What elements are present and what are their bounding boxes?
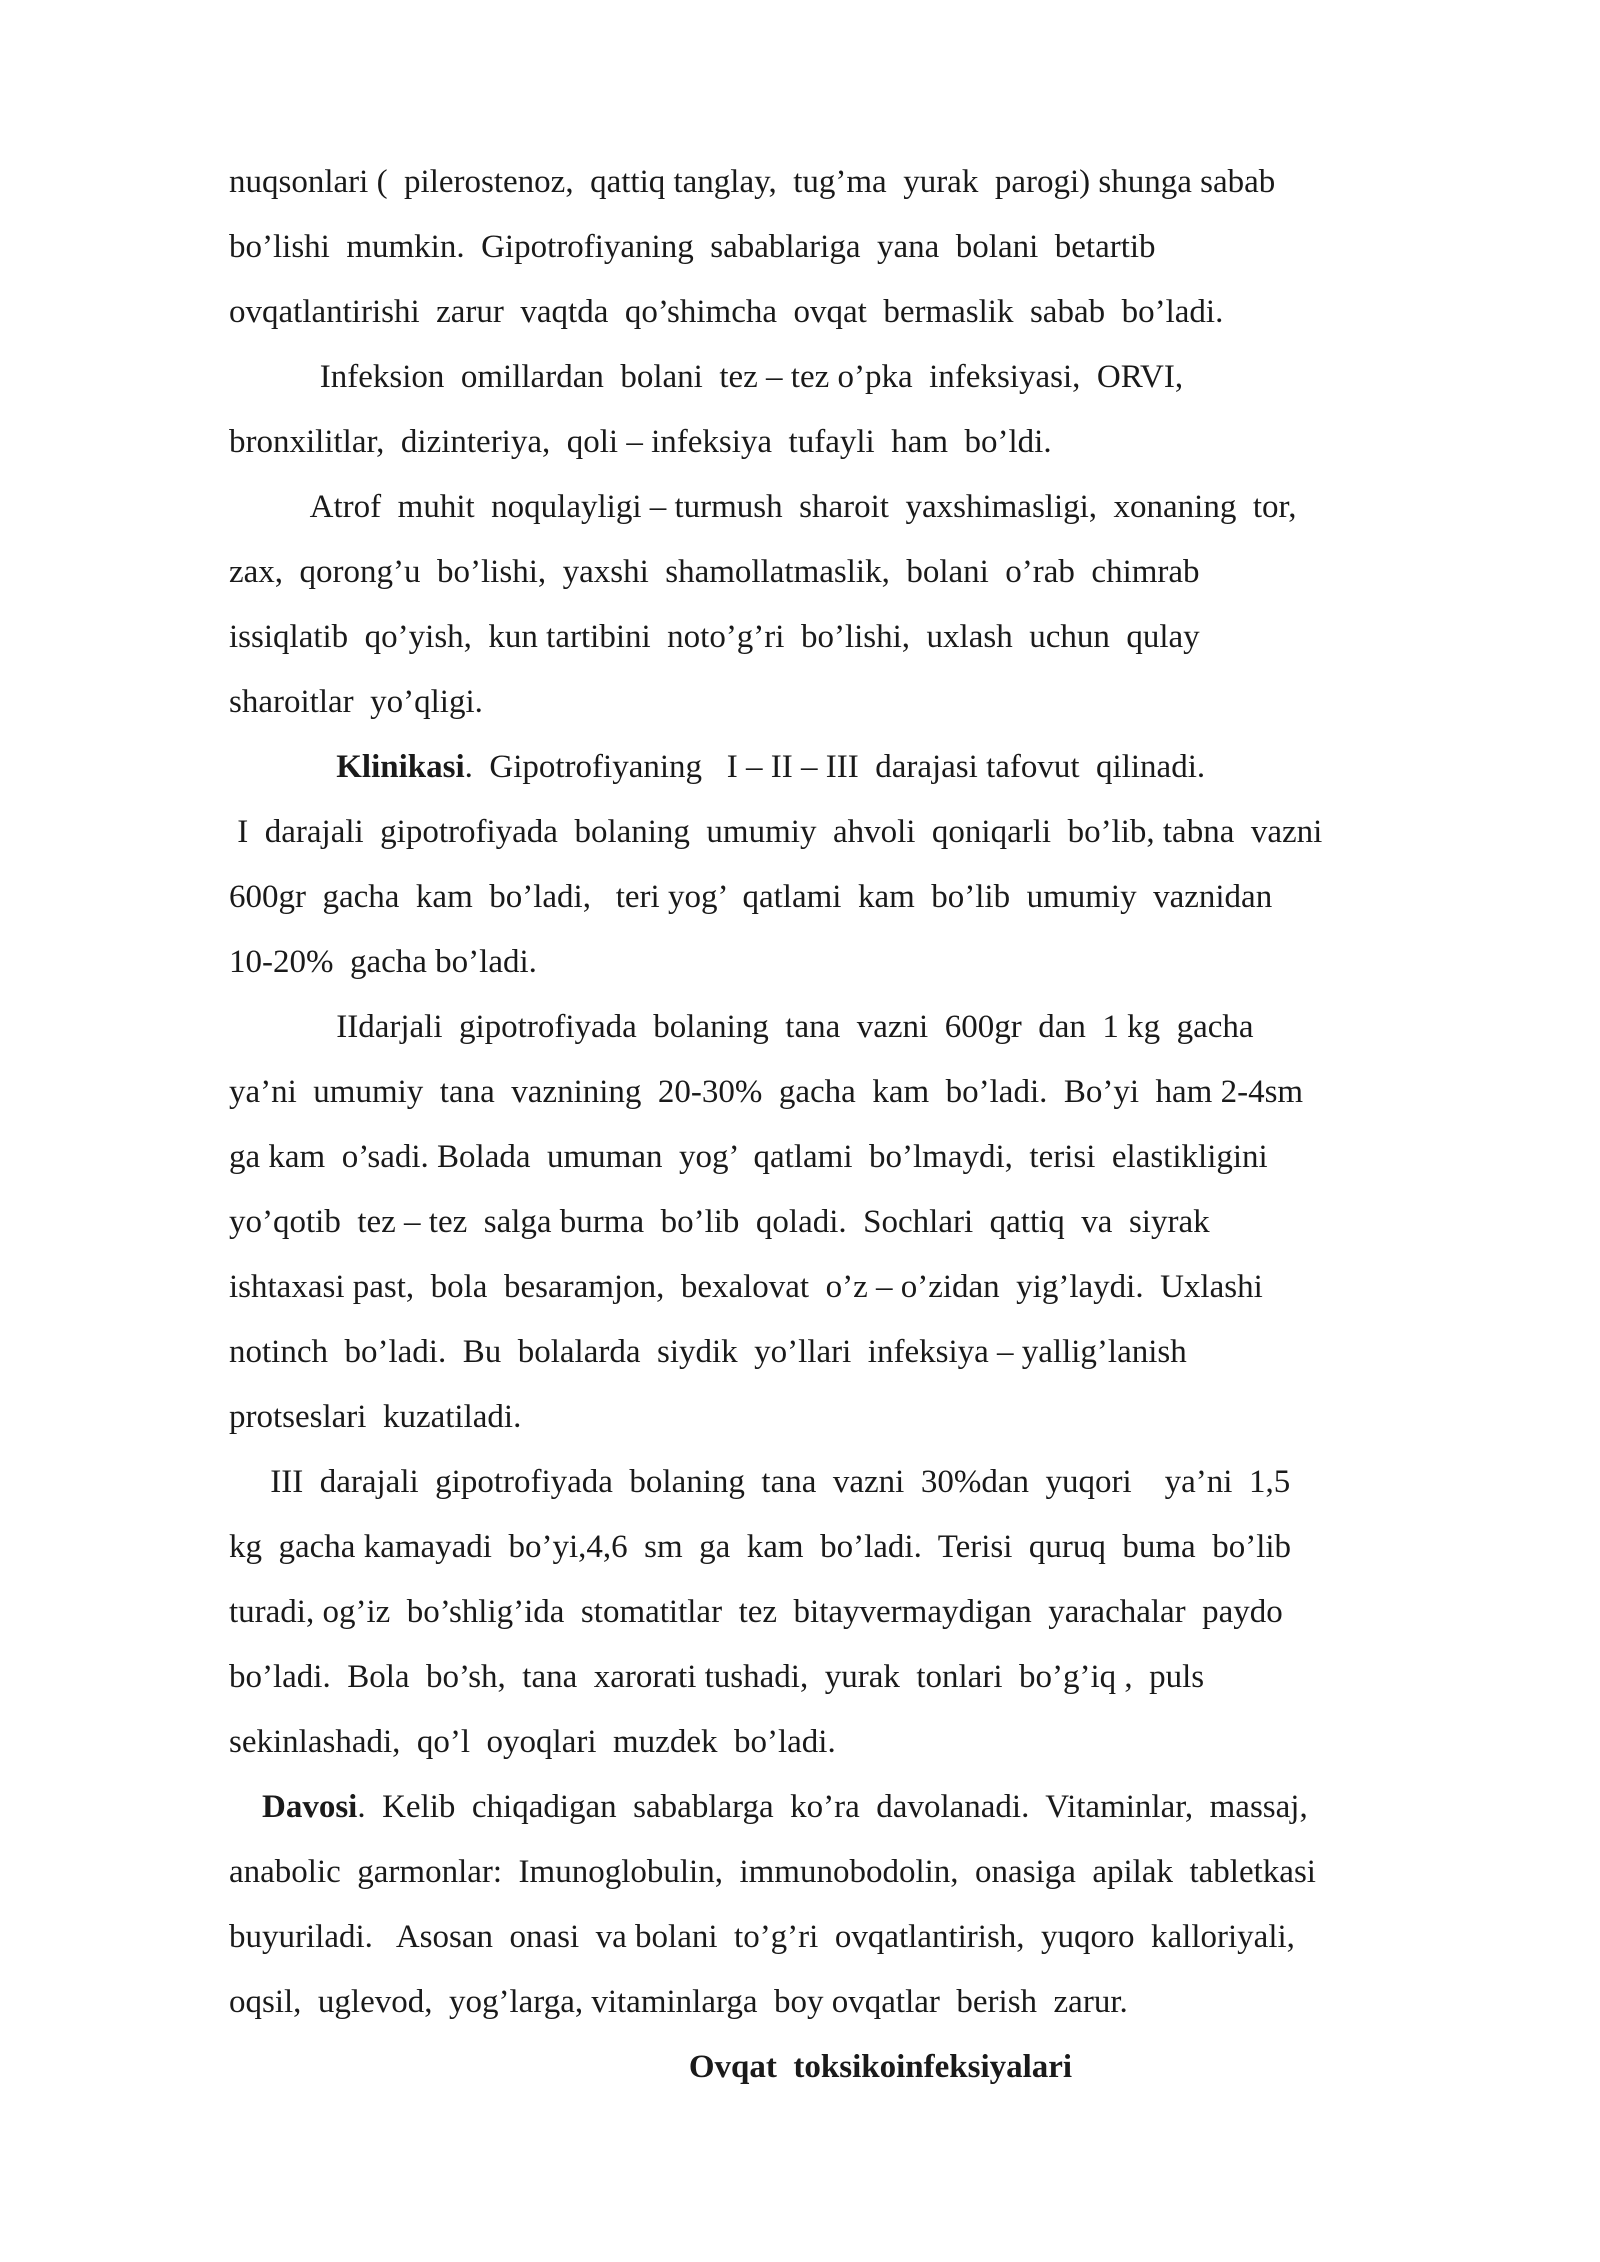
text-line: III darajali gipotrofiyada bolaning tana vazni 30%dan yuqori ya’ni 1,5 — [229, 1464, 1291, 1500]
text-line: turadi, og’iz bo’shlig’ida stomatitlar tez bitayvermaydigan yarachalar paydo — [229, 1594, 1283, 1630]
davosi-text: . Kelib chiqadigan sabablarga ko’ra davolanadi. Vitaminlar, massaj, — [357, 1789, 1308, 1825]
text-line: kg gacha kamayadi bo’yi,4,6 sm ga kam bo’ladi. Terisi quruq buma bo’lib — [229, 1529, 1292, 1565]
text-line: 10-20% gacha bo’ladi. — [229, 944, 537, 980]
klinikasi-text: . Gipotrofiyaning I – II – III darajasi tafovut qilinadi. — [464, 749, 1206, 785]
text-line: bronxilitlar, dizinteriya, qoli – infeksiya tufayli ham bo’ldi. — [229, 424, 1052, 460]
text-line: yo’qotib tez – tez salga burma bo’lib qoladi. Sochlari qattiq va siyrak — [229, 1204, 1210, 1240]
davosi-indent — [229, 1789, 262, 1825]
davosi-label: Davosi — [262, 1789, 358, 1825]
text-line: issiqlatib qo’yish, kun tartibini noto’g’ri bo’lishi, uxlash uchun qulay — [229, 619, 1200, 655]
text-line: 600gr gacha kam bo’ladi, teri yog’ qatlami kam bo’lib umumiy vaznidan — [229, 879, 1273, 915]
section-heading: Ovqat toksikoinfeksiyalari — [688, 2049, 1073, 2085]
text-line: ovqatlantirishi zarur vaqtda qo’shimcha ovqat bermaslik sabab bo’ladi. — [229, 294, 1224, 330]
text-line: Atrof muhit noqulayligi – turmush sharoit yaxshimasligi, xonaning tor, — [229, 489, 1297, 525]
klinikasi-indent — [229, 749, 336, 785]
klinikasi-line — [229, 735, 1484, 800]
klinikasi-label: Klinikasi — [336, 749, 465, 785]
document-body — [229, 150, 1484, 2100]
text-line: anabolic garmonlar: Imunoglobulin, immunobodolin, onasiga apilak tabletkasi — [229, 1854, 1316, 1890]
davosi-line — [229, 1775, 1484, 1840]
text-line: buyuriladi. Asosan onasi va bolani to’g’ri ovqatlantirish, yuqoro kalloriyali, — [229, 1919, 1295, 1955]
text-line: IIdarjali gipotrofiyada bolaning tana vazni 600gr dan 1 kg gacha — [229, 1009, 1254, 1045]
text-line: sharoitlar yo’qligi. — [229, 684, 483, 720]
text-line: nuqsonlari ( pilerostenoz, qattiq tanglay, tug’ma yurak parogi) shunga sabab — [229, 164, 1276, 200]
text-line: notinch bo’ladi. Bu bolalarda siydik yo’llari infeksiya – yallig’lanish — [229, 1334, 1187, 1370]
text-line: bo’ladi. Bola bo’sh, tana xarorati tushadi, yurak tonlari bo’g’iq , puls — [229, 1659, 1205, 1695]
text-line: sekinlashadi, qo’l oyoqlari muzdek bo’ladi. — [229, 1724, 836, 1760]
text-line: Infeksion omillardan bolani tez – tez o’pka infeksiyasi, ORVI, — [229, 359, 1184, 395]
text-line: ishtaxasi past, bola besaramjon, bexalovat o’z – o’zidan yig’laydi. Uxlashi — [229, 1269, 1263, 1305]
text-line: I darajali gipotrofiyada bolaning umumiy ahvoli qoniqarli bo’lib, tabna vazni — [229, 814, 1323, 850]
text-line: oqsil, uglevod, yog’larga, vitaminlarga boy ovqatlar berish zarur. — [229, 1984, 1128, 2020]
text-line: ga kam o’sadi. Bolada umuman yog’ qatlami bo’lmaydi, terisi elastikligini — [229, 1139, 1268, 1175]
text-line: zax, qorong’u bo’lishi, yaxshi shamollatmaslik, bolani o’rab chimrab — [229, 554, 1200, 590]
text-line: protseslari kuzatiladi. — [229, 1399, 522, 1435]
text-line: bo’lishi mumkin. Gipotrofiyaning sabablariga yana bolani betartib — [229, 229, 1156, 265]
text-line: ya’ni umumiy tana vaznining 20-30% gacha kam bo’ladi. Bo’yi ham 2-4sm — [229, 1074, 1304, 1110]
